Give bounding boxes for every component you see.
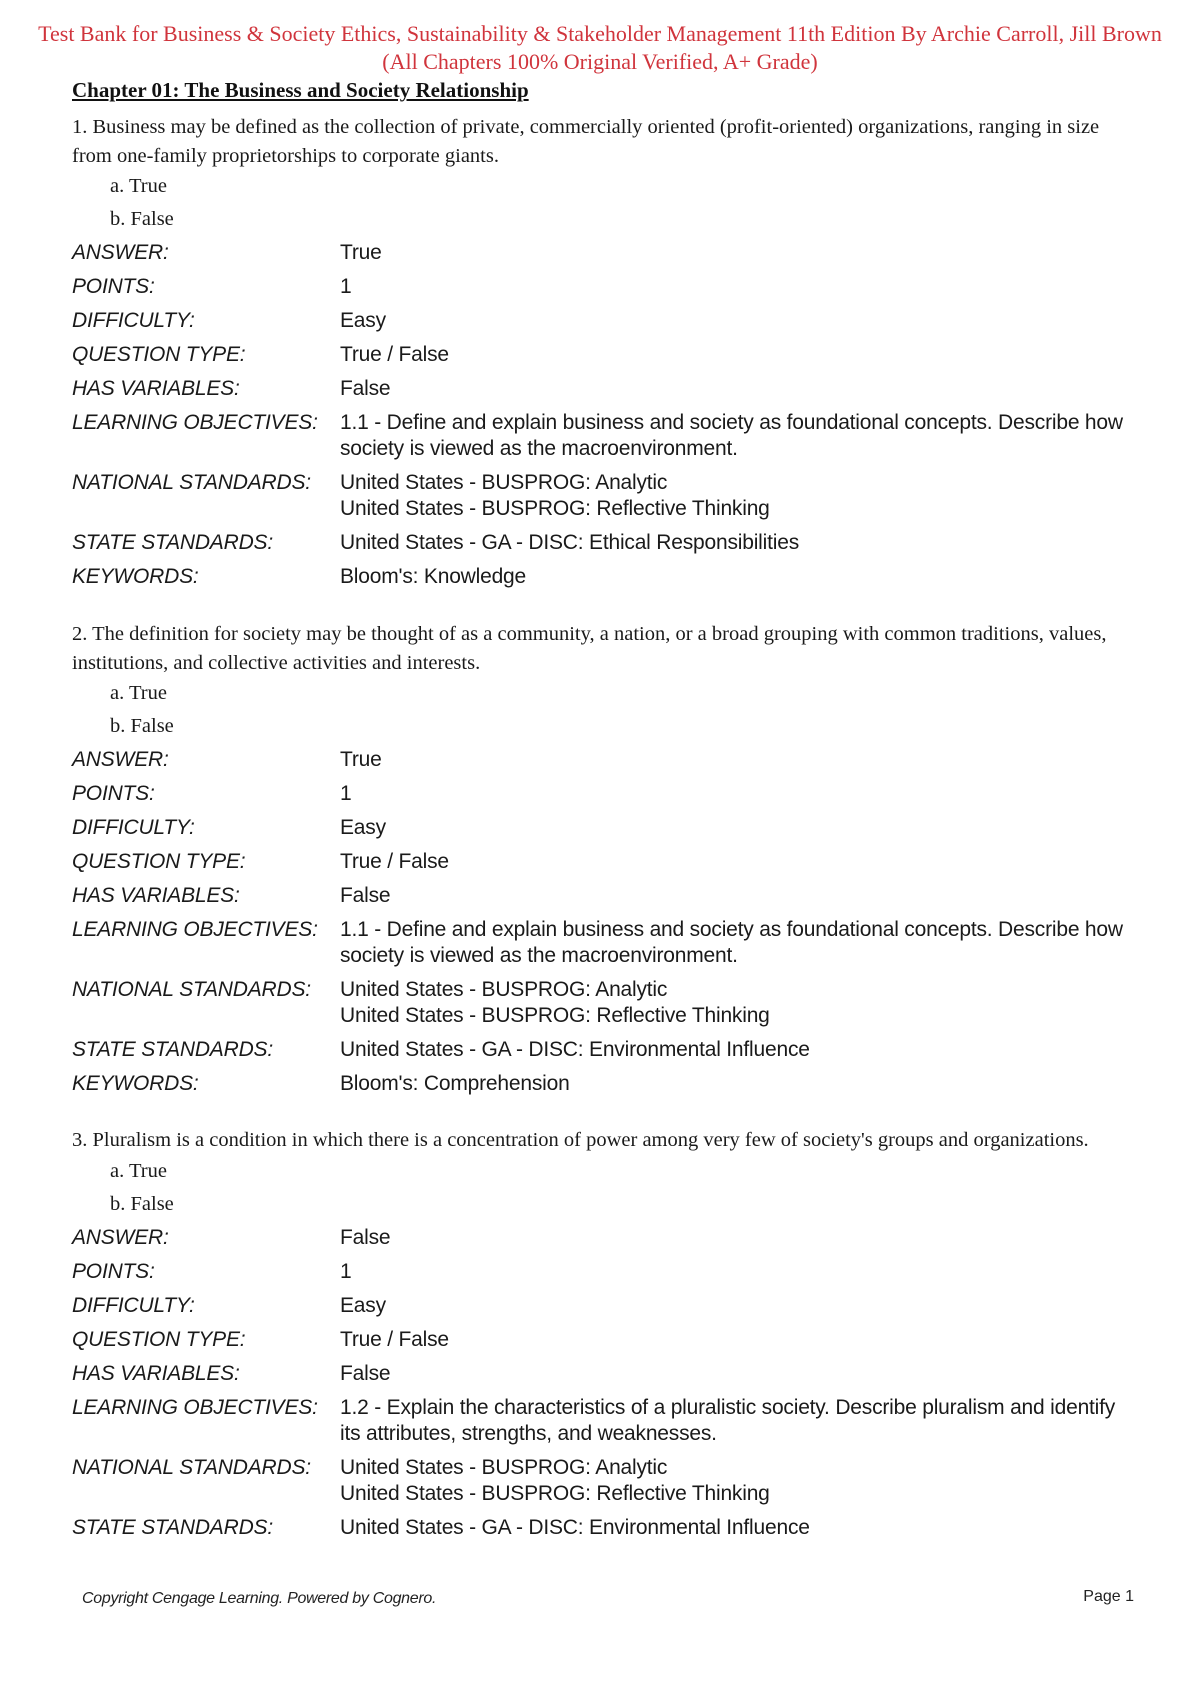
question-text: 2. The definition for society may be thought of as a community, a nation, or a broad grouping with common traditions, values, institutions, and collective activities and interests. [72,623,1107,674]
answer-options [72,170,1132,236]
question-type-row [72,338,1132,372]
state-standards-label: STATE STANDARDS: [72,1515,273,1539]
learning-objectives-value-wrap [340,1391,1132,1451]
keywords-value: Bloom's: Comprehension [340,1072,570,1095]
learning-objectives-label: LEARNING OBJECTIVES: [72,918,318,941]
difficulty-value: Easy [340,816,386,839]
difficulty-row [72,1289,1132,1323]
question-2 [72,620,1132,1101]
learning-objectives-row [72,1391,1132,1451]
national-standards-row [72,466,1132,526]
footer-copyright: Copyright Cengage Learning. Powered by Cognero. [82,1590,437,1607]
national-standard-2: United States - BUSPROG: Reflective Thinking [340,1481,770,1505]
state-standards-value: United States - GA - DISC: Ethical Responsibilities [340,531,799,554]
difficulty-value: Easy [340,309,386,332]
question-type-value: True / False [340,1327,449,1351]
national-standards-label: NATIONAL STANDARDS: [72,471,311,494]
document-header [30,20,1170,76]
learning-objectives-value: 1.2 - Explain the characteristics of a pluralistic society. Describe pluralism and identify its attributes, strengths, and weaknesses. [340,1395,1116,1445]
points-label: POINTS: [72,782,155,805]
state-standards-value: United States - GA - DISC: Environmental Influence [340,1515,810,1539]
option-b: b. False [110,1192,174,1215]
keywords-label: KEYWORDS: [72,1072,199,1095]
national-standards-label: NATIONAL STANDARDS: [72,978,311,1001]
points-label: POINTS: [72,275,155,298]
difficulty-label: DIFFICULTY: [72,1293,195,1317]
answer-label: ANSWER: [72,241,169,264]
learning-objectives-value-wrap [340,913,1132,973]
state-standards-label: STATE STANDARDS: [72,1038,273,1061]
points-row [72,270,1132,304]
question-type-value: True / False [340,850,449,873]
answer-row [72,1221,1132,1255]
learning-objectives-value: 1.1 - Define and explain business and society as foundational concepts. Describe how society is viewed as the macroenvironment. [340,918,1123,967]
learning-objectives-value-wrap [340,406,1132,466]
national-standard-1: United States - BUSPROG: Analytic [340,978,668,1001]
question-type-label: QUESTION TYPE: [72,850,246,873]
question-metadata [72,743,1132,1101]
national-standards-values [340,1451,1132,1511]
question-text: 1. Business may be defined as the collection of private, commercially oriented (profit-oriented) organizations, ranging in size from one-family proprietorships to corporate giants. [72,116,1100,167]
learning-objectives-label: LEARNING OBJECTIVES: [72,411,318,434]
difficulty-row [72,811,1132,845]
national-standard-2: United States - BUSPROG: Reflective Thinking [340,497,770,520]
answer-options [72,677,1132,743]
footer-page-number: Page 1 [1083,1588,1134,1605]
has-variables-label: HAS VARIABLES: [72,884,240,907]
option-a: a. True [110,1159,167,1182]
national-standards-values [340,973,1132,1033]
learning-objectives-row [72,406,1132,466]
answer-value: True [340,748,382,771]
question-metadata [72,1221,1132,1545]
has-variables-value: False [340,884,391,907]
state-standards-row [72,1033,1132,1067]
option-a: a. True [110,175,167,197]
national-standard-2: United States - BUSPROG: Reflective Thinking [340,1004,770,1027]
has-variables-label: HAS VARIABLES: [72,377,240,400]
state-standards-row [72,1511,1132,1545]
points-value: 1 [340,275,352,298]
header-title: Test Bank for Business & Society Ethics, Sustainability & Stakeholder Management 11th Edition By Archie Carroll, Jill Brown [38,21,1162,46]
header-subtitle: (All Chapters 100% Original Verified, A+ Grade) [382,49,818,74]
question-type-value: True / False [340,343,449,366]
national-standards-row [72,973,1132,1033]
national-standard-1: United States - BUSPROG: Analytic [340,1455,668,1479]
question-type-row [72,845,1132,879]
difficulty-row [72,304,1132,338]
has-variables-row [72,372,1132,406]
question-text: 3. Pluralism is a condition in which there is a concentration of power among very few of society's groups and organizations. [72,1129,1089,1151]
has-variables-label: HAS VARIABLES: [72,1361,240,1385]
answer-label: ANSWER: [72,748,169,771]
has-variables-value: False [340,1361,391,1385]
national-standards-label: NATIONAL STANDARDS: [72,1455,311,1479]
chapter-title: Chapter 01: The Business and Society Relationship [72,78,529,102]
question-metadata [72,236,1132,594]
difficulty-value: Easy [340,1293,386,1317]
learning-objectives-label: LEARNING OBJECTIVES: [72,1395,318,1419]
state-standards-label: STATE STANDARDS: [72,531,273,554]
learning-objectives-row [72,913,1132,973]
state-standards-value: United States - GA - DISC: Environmental Influence [340,1038,810,1061]
state-standards-row [72,526,1132,560]
keywords-row [72,560,1132,594]
question-3 [72,1126,1132,1545]
national-standards-values [340,466,1132,526]
question-type-label: QUESTION TYPE: [72,343,246,366]
answer-label: ANSWER: [72,1225,169,1249]
points-row [72,1255,1132,1289]
answer-options [72,1155,1132,1221]
question-1 [72,113,1132,594]
has-variables-row [72,1357,1132,1391]
difficulty-label: DIFFICULTY: [72,309,195,332]
answer-value: False [340,1225,391,1249]
national-standards-row [72,1451,1132,1511]
points-label: POINTS: [72,1259,155,1283]
points-value: 1 [340,782,352,805]
national-standard-1: United States - BUSPROG: Analytic [340,471,668,494]
answer-row [72,236,1132,270]
has-variables-row [72,879,1132,913]
question-type-row [72,1323,1132,1357]
points-row [72,777,1132,811]
keywords-row [72,1067,1132,1101]
question-type-label: QUESTION TYPE: [72,1327,246,1351]
learning-objectives-value: 1.1 - Define and explain business and society as foundational concepts. Describe how society is viewed as the macroenvironment. [340,411,1123,460]
option-b: b. False [110,208,174,230]
has-variables-value: False [340,377,391,400]
keywords-label: KEYWORDS: [72,565,199,588]
option-a: a. True [110,682,167,704]
answer-row [72,743,1132,777]
option-b: b. False [110,715,174,737]
difficulty-label: DIFFICULTY: [72,816,195,839]
keywords-value: Bloom's: Knowledge [340,565,527,588]
points-value: 1 [340,1259,352,1283]
answer-value: True [340,241,382,264]
